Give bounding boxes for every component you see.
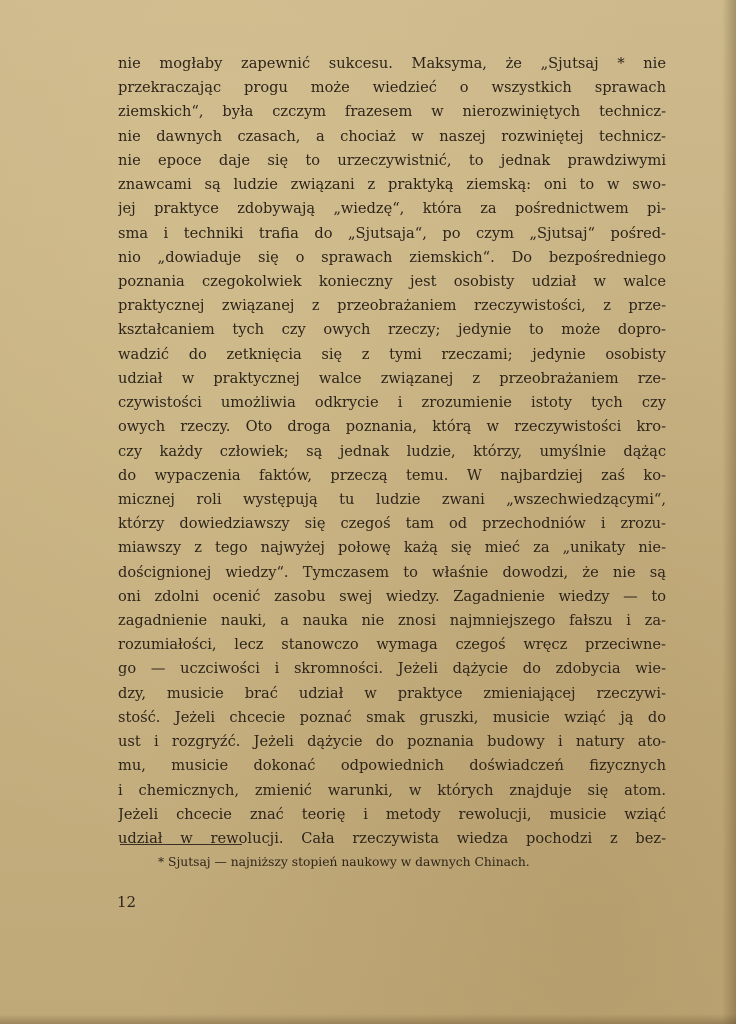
page-number: 12 bbox=[117, 893, 137, 911]
text-line: micznej roli występują tu ludzie zwani „wszechwiedzącymi“, bbox=[118, 490, 666, 508]
footnote: * Sjutsaj — najniższy stopień naukowy w dawnych Chinach. bbox=[158, 855, 530, 869]
text-line: kształcaniem tych czy owych rzeczy; jedynie to może dopro- bbox=[118, 321, 666, 339]
text-line: nie epoce daje się to urzeczywistnić, to jednak prawdziwymi bbox=[118, 151, 666, 169]
text-line: rozumiałości, lecz stanowczo wymaga czegoś wręcz przeciwne- bbox=[118, 636, 666, 654]
text-line: i chemicznych, zmienić warunki, w których znajduje się atom. bbox=[118, 781, 666, 799]
text-line: ziemskich“, była czczym frazesem w nierozwiniętych technicz- bbox=[118, 103, 666, 121]
text-line: udział w rewolucji. Cała rzeczywista wiedza pochodzi z bez- bbox=[118, 830, 666, 847]
text-line: wadzić do zetknięcia się z tymi rzeczami; jedynie osobisty bbox=[118, 345, 666, 363]
text-line: go — uczciwości i skromności. Jeżeli dążycie do zdobycia wie- bbox=[118, 660, 666, 678]
page-bottom-shadow bbox=[0, 1014, 736, 1024]
text-line: którzy dowiedziawszy się czegoś tam od przechodniów i zrozu- bbox=[118, 515, 666, 533]
text-line: zagadnienie nauki, a nauka nie znosi najmniejszego fałszu i za- bbox=[118, 612, 666, 630]
text-line: owych rzeczy. Oto droga poznania, którą w rzeczywistości kro- bbox=[118, 418, 666, 436]
text-line: poznania czegokolwiek konieczny jest osobisty udział w walce bbox=[118, 272, 666, 290]
text-line: mu, musicie dokonać odpowiednich doświadczeń fizycznych bbox=[118, 757, 666, 775]
text-line: udział w praktycznej walce związanej z przeobrażaniem rze- bbox=[118, 369, 666, 387]
text-line: praktycznej związanej z przeobrażaniem rzeczywistości, z prze- bbox=[118, 297, 666, 315]
text-line: sma i techniki trafia do „Sjutsaja“, po czym „Sjutsaj“ pośred- bbox=[118, 224, 666, 242]
text-line: ust i rozgryźć. Jeżeli dążycie do poznania budowy i natury ato- bbox=[118, 733, 666, 751]
body-text bbox=[118, 52, 666, 851]
text-line: doścignionej wiedzy“. Tymczasem to właśnie dowodzi, że nie są bbox=[118, 563, 666, 581]
text-line: czy każdy człowiek; są jednak ludzie, którzy, umyślnie dążąc bbox=[118, 442, 666, 460]
page-edge-shadow bbox=[722, 0, 736, 1024]
footnote-divider bbox=[120, 844, 242, 845]
text-line: nio „dowiaduje się o sprawach ziemskich“. Do bezpośredniego bbox=[118, 248, 666, 266]
text-line: jej praktyce zdobywają „wiedzę“, która za pośrednictwem pi- bbox=[118, 200, 666, 218]
text-line: nie dawnych czasach, a chociaż w naszej rozwiniętej technicz- bbox=[118, 127, 666, 145]
text-line: znawcami są ludzie związani z praktyką ziemską: oni to w swo- bbox=[118, 176, 666, 194]
text-line: do wypaczenia faktów, przeczą temu. W najbardziej zaś ko- bbox=[118, 466, 666, 484]
text-line: Jeżeli chcecie znać teorię i metody rewolucji, musicie wziąć bbox=[118, 805, 666, 823]
text-line: czywistości umożliwia odkrycie i zrozumienie istoty tych czy bbox=[118, 394, 666, 412]
text-line: stość. Jeżeli chcecie poznać smak gruszki, musicie wziąć ją do bbox=[118, 708, 666, 726]
text-line: dzy, musicie brać udział w praktyce zmieniającej rzeczywi- bbox=[118, 684, 666, 702]
text-line: miawszy z tego najwyżej połowę każą się mieć za „unikaty nie- bbox=[118, 539, 666, 557]
text-line: nie mogłaby zapewnić sukcesu. Maksyma, że „Sjutsaj * nie bbox=[118, 55, 666, 72]
text-line: oni zdolni ocenić zasobu swej wiedzy. Zagadnienie wiedzy — to bbox=[118, 587, 666, 605]
text-line: przekraczając progu może wiedzieć o wszystkich sprawach bbox=[118, 79, 666, 97]
